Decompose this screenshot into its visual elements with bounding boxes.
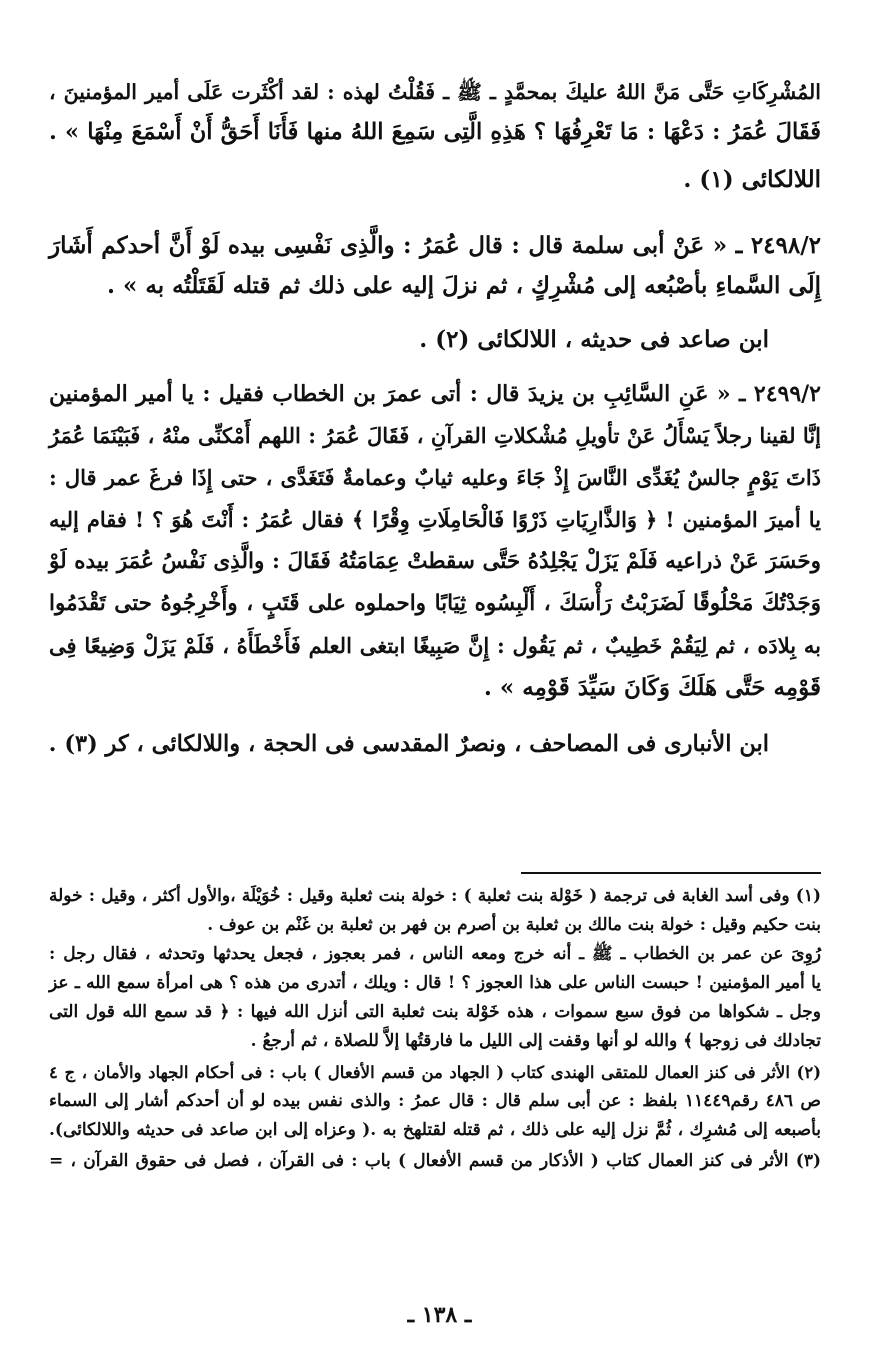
source-attribution-3: ابن الأنبارى فى المصاحف ، ونصرٌ المقدسى فى الحجة ، واللالكائى ، كر (٣) .: [48, 731, 769, 757]
hadith-2499-line-4: يا أميرَ المؤمنين ! ﴿ وَالذَّارِيَاتِ ذَرْوًا فَالْحَامِلَاتِ وِقْرًا ﴾ فقال عُمَرُ : أَنْتَ هُوَ ؟ ! فقام إليه: [49, 507, 821, 532]
hadith-2499-line-6: وَجَدْتُكَ مَحْلُوقًا لَضَرَبْتُ رَأْسَكَ ، أَلْبِسُوه ثِيَابًا واحملوه على قَتَبٍ ، وأَخْرِجُوهُ حتى تَقْدَمُوا: [49, 591, 821, 616]
source-attribution-2: ابن صاعد فى حديثه ، اللالكائى (٢) .: [419, 326, 769, 353]
hadith-2499-line-5: وحَسَرَ عَنْ ذراعيه فَلَمْ يَزَلْ يَجْلِدُهُ حَتَّى سقطتْ عِمَامَتُهُ فَقَالَ : والَّذِى نَفْسُ عُمَرَ بيده لَوْ: [49, 549, 821, 574]
source-attribution-1: اللالكائى (١) .: [683, 166, 821, 193]
hadith-2499-line-1: ٢٤٩٩/٢ ـ « عَنِ السَّائِبِ بن يزيدَ قال : أتى عمرَ بن الخطاب فقيل : يا أمير المؤمنين: [49, 381, 821, 407]
hadith-2499-line-7: به بِلادَه ، ثم لِيَقُمْ خَطِيبٌ ، ثم يَقُول : إِنَّ صَبِيغًا ابتغى العلم فَأَخْطَأَهُ ، فَلَمْ يَزَلْ وَضِيعًا فِى: [49, 633, 821, 658]
hadith-2499-line-8: قَوْمِه حَتَّى هَلَكَ وَكَانَ سَيِّدَ قَوْمِه » .: [483, 674, 821, 701]
footnote-2-line-3: بأصبعه إلى مُشرِك ، ثُمَّ نزل إليه على ذلك ، ثم قتله لقتلهخ به .( وعزاه إلى ابن صاعد فى حديثه واللالكائى).: [49, 1120, 821, 1140]
footnote-1-line-1: (١) وفى أسد الغابة فى ترجمة ( خَوْلة بنت ثعلبة ) : خولة بنت ثعلبة وقيل : خُوَيْلَة ،والأول أكثر ، وقيل : خولة: [49, 886, 821, 906]
hadith-2498-line-1: ٢٤٩٨/٢ ـ « عَنْ أبى سلمة قال : قال عُمَرُ : والَّذِى نَفْسِى بيده لَوْ أَنَّ أحدكم أَشَارَ: [49, 232, 821, 259]
main-line-1: المُشْرِكَاتِ حَتَّى مَنَّ اللهُ عليكَ بمحمَّدٍ ـ ﷺ ـ فَقُلْتُ لهذه : لقد أكْثَرت عَلَى أمير المؤمنينَ ،: [49, 80, 821, 104]
footnote-1-line-4: يا أمير المؤمنين ! حبست الناس على هذا العجوز ؟ ! قال : ويلك ، أتدرى من هذه ؟ هى امرأة سمع الله ـ عز: [49, 973, 821, 993]
page-number: ـ ١٣٨ ـ: [407, 1302, 472, 1328]
footnote-3-line-1: (٣) الأثر فى كنز العمال كتاب ( الأذكار من قسم الأفعال ) باب : فى القرآن ، فصل فى حقوق القرآن ، =: [49, 1151, 821, 1171]
hadith-2498-line-2: إِلَى السَّماءِ بأصْبُعه إلى مُشْرِكٍ ، ثم نزلَ إليه على ذلك ثم قتله لَقَتَلْتُه به » .: [107, 272, 821, 299]
footnote-1-line-6: تجادلك فى زوجها ﴾ والله لو أنها وقفت إلى الليل ما فارقتُها إلاَّ للصلاة ، ثم أرجعُ .: [250, 1031, 821, 1051]
footnote-2-line-2: ص ٤٨٦ رقم١١٤٤٩ بلفظ : عن أبى سلم قال : قال عمرُ : والذى نفس بيده لو أن أحدكم أشار إلى السماء: [49, 1091, 821, 1111]
footnote-1-line-3: رُوِىَ عن عمر بن الخطاب ـ ﷺ ـ أنه خرج ومعه الناس ، فمر بعجوز ، فجعل يحدثها وتحدثه ، فقال رجل :: [49, 944, 821, 964]
hadith-2499-line-2: إنَّا لقينا رجلاً يَسْأَلُ عَنْ تأويلِ مُشْكلاتِ القرآنِ ، فَقَالَ عُمَرُ : اللهم أَمْكنِّى منْهُ ، فَبَيْنَمَا عُمَرُ: [49, 423, 821, 448]
footnote-separator: [521, 872, 821, 874]
footnote-1-line-2: بنت حكيم وقيل : خولة بنت مالك بن ثعلبة بن أصرم بن فهر بن ثعلبة بن غَنْم بن عوف .: [207, 915, 821, 935]
hadith-2499-line-3: ذَاتَ يَوْمٍ جالسٌ يُغَدِّى النَّاسَ إِذْ جَاءَ وعليه ثيابٌ وعمامةٌ فَتَغَدَّى ، حتى إِذَا فرغَ عمر قال :: [49, 465, 821, 490]
footnote-1-line-5: وجل ـ شكواها من فوق سبع سموات ، هذه خَوْلة بنت ثعلبة التى أنزل الله فيها : ﴿ قد سمع الله قول التى: [49, 1002, 821, 1022]
main-line-2: فَقَالَ عُمَرُ : دَعْهَا : مَا تَعْرِفُهَا ؟ هَذِهِ الَّتِى سَمِعَ اللهُ منها فَأَنَا أَحَقُّ أَنْ أَسْمَعَ مِنْهَا » .: [49, 119, 821, 145]
footnote-2-line-1: (٢) الأثر فى كنز العمال للمتقى الهندى كتاب ( الجهاد من قسم الأفعال ) باب : فى أحكام الجهاد والأمان ، ج ٤: [49, 1063, 821, 1082]
